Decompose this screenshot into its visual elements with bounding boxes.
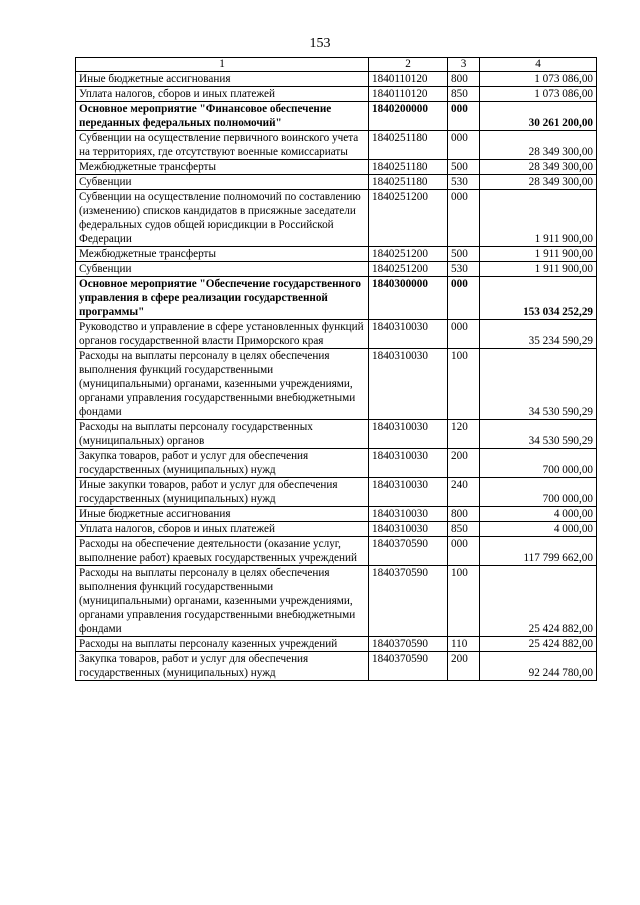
row-code-cell: 1840251180 (369, 160, 448, 175)
table-row (76, 420, 597, 449)
row-name-cell: Закупка товаров, работ и услуг для обеспечения государственных (муниципальных) нужд (76, 652, 369, 681)
row-amount-cell: 4 000,00 (480, 522, 597, 537)
row-code-cell: 1840251180 (369, 131, 448, 160)
row-code-cell: 1840310030 (369, 320, 448, 349)
row-amount-cell: 4 000,00 (480, 507, 597, 522)
table-row (76, 131, 597, 160)
row-amount-cell: 1 911 900,00 (480, 190, 597, 247)
table-row (76, 478, 597, 507)
row-amount-cell: 28 349 300,00 (480, 131, 597, 160)
row-type-cell: 000 (448, 190, 480, 247)
row-name-cell: Субвенции (76, 175, 369, 190)
table-row (76, 160, 597, 175)
row-code-cell: 1840310030 (369, 507, 448, 522)
row-type-cell: 100 (448, 566, 480, 637)
row-code-cell: 1840310030 (369, 349, 448, 420)
row-type-cell: 120 (448, 420, 480, 449)
row-name-cell: Иные бюджетные ассигнования (76, 72, 369, 87)
row-name-cell: Закупка товаров, работ и услуг для обеспечения государственных (муниципальных) нужд (76, 449, 369, 478)
row-amount-cell: 1 073 086,00 (480, 87, 597, 102)
table-row (76, 566, 597, 637)
row-type-cell: 000 (448, 537, 480, 566)
table-row (76, 522, 597, 537)
row-amount-cell: 700 000,00 (480, 449, 597, 478)
row-type-cell: 000 (448, 102, 480, 131)
row-code-cell: 1840200000 (369, 102, 448, 131)
row-type-cell: 100 (448, 349, 480, 420)
table-row (76, 247, 597, 262)
row-type-cell: 800 (448, 507, 480, 522)
table-row (76, 652, 597, 681)
row-code-cell: 1840370590 (369, 537, 448, 566)
row-type-cell: 000 (448, 320, 480, 349)
table-row (76, 262, 597, 277)
table-row (76, 537, 597, 566)
row-name-cell: Межбюджетные трансферты (76, 247, 369, 262)
row-amount-cell: 92 244 780,00 (480, 652, 597, 681)
table-row (76, 320, 597, 349)
row-type-cell: 200 (448, 449, 480, 478)
row-amount-cell: 28 349 300,00 (480, 160, 597, 175)
row-code-cell: 1840370590 (369, 652, 448, 681)
row-type-cell: 000 (448, 131, 480, 160)
row-amount-cell: 700 000,00 (480, 478, 597, 507)
row-amount-cell: 30 261 200,00 (480, 102, 597, 131)
row-code-cell: 1840110120 (369, 87, 448, 102)
row-name-cell: Уплата налогов, сборов и иных платежей (76, 522, 369, 537)
row-amount-cell: 25 424 882,00 (480, 637, 597, 652)
row-name-cell: Основное мероприятие "Обеспечение государственного управления в сфере реализации государственной программы" (76, 277, 369, 320)
row-type-cell: 000 (448, 277, 480, 320)
header-cell: 4 (480, 58, 597, 72)
row-type-cell: 240 (448, 478, 480, 507)
row-name-cell: Межбюджетные трансферты (76, 160, 369, 175)
row-amount-cell: 1 073 086,00 (480, 72, 597, 87)
row-name-cell: Руководство и управление в сфере установленных функций органов государственной власти Приморского края (76, 320, 369, 349)
row-code-cell: 1840251200 (369, 190, 448, 247)
table-row (76, 102, 597, 131)
row-code-cell: 1840251200 (369, 247, 448, 262)
table-row (76, 449, 597, 478)
header-row (76, 58, 597, 72)
row-type-cell: 530 (448, 175, 480, 190)
row-name-cell: Иные бюджетные ассигнования (76, 507, 369, 522)
row-code-cell: 1840310030 (369, 420, 448, 449)
row-amount-cell: 1 911 900,00 (480, 262, 597, 277)
row-name-cell: Расходы на выплаты персоналу казенных учреждений (76, 637, 369, 652)
header-cell: 2 (369, 58, 448, 72)
row-code-cell: 1840251180 (369, 175, 448, 190)
row-name-cell: Расходы на выплаты персоналу в целях обеспечения выполнения функций государственными (муниципальными) органами, казенными учреждениями, органами управления государственными внебюджетными фондами (76, 566, 369, 637)
row-code-cell: 1840251200 (369, 262, 448, 277)
row-name-cell: Субвенции на осуществление первичного воинского учета на территориях, где отсутствуют военные комиссариаты (76, 131, 369, 160)
row-name-cell: Основное мероприятие "Финансовое обеспечение переданных федеральных полномочий" (76, 102, 369, 131)
row-name-cell: Иные закупки товаров, работ и услуг для обеспечения государственных (муниципальных) нужд (76, 478, 369, 507)
row-name-cell: Расходы на выплаты персоналу государственных (муниципальных) органов (76, 420, 369, 449)
budget-table (75, 57, 597, 681)
header-cell: 1 (76, 58, 369, 72)
table-row (76, 637, 597, 652)
row-type-cell: 800 (448, 72, 480, 87)
table-row (76, 190, 597, 247)
table-row (76, 175, 597, 190)
row-amount-cell: 34 530 590,29 (480, 349, 597, 420)
table-row (76, 507, 597, 522)
row-type-cell: 530 (448, 262, 480, 277)
row-name-cell: Уплата налогов, сборов и иных платежей (76, 87, 369, 102)
row-name-cell: Субвенции на осуществление полномочий по составлению (изменению) списков кандидатов в присяжные заседатели федеральных судов общей юрисдикции в Российской Федерации (76, 190, 369, 247)
row-amount-cell: 1 911 900,00 (480, 247, 597, 262)
row-amount-cell: 28 349 300,00 (480, 175, 597, 190)
table-row (76, 87, 597, 102)
row-type-cell: 500 (448, 247, 480, 262)
row-code-cell: 1840300000 (369, 277, 448, 320)
row-amount-cell: 153 034 252,29 (480, 277, 597, 320)
row-type-cell: 500 (448, 160, 480, 175)
row-type-cell: 850 (448, 87, 480, 102)
table-row (76, 72, 597, 87)
row-code-cell: 1840370590 (369, 566, 448, 637)
row-code-cell: 1840310030 (369, 478, 448, 507)
row-amount-cell: 25 424 882,00 (480, 566, 597, 637)
row-code-cell: 1840370590 (369, 637, 448, 652)
row-type-cell: 850 (448, 522, 480, 537)
row-name-cell: Расходы на обеспечение деятельности (оказание услуг, выполнение работ) краевых государственных учреждений (76, 537, 369, 566)
row-amount-cell: 117 799 662,00 (480, 537, 597, 566)
row-amount-cell: 34 530 590,29 (480, 420, 597, 449)
row-code-cell: 1840310030 (369, 449, 448, 478)
row-code-cell: 1840310030 (369, 522, 448, 537)
table-row (76, 349, 597, 420)
row-name-cell: Субвенции (76, 262, 369, 277)
row-type-cell: 110 (448, 637, 480, 652)
row-amount-cell: 35 234 590,29 (480, 320, 597, 349)
row-code-cell: 1840110120 (369, 72, 448, 87)
page-number: 153 (309, 36, 331, 51)
row-name-cell: Расходы на выплаты персоналу в целях обеспечения выполнения функций государственными (муниципальными) органами, казенными учреждениями, органами управления государственными внебюджетными фондами (76, 349, 369, 420)
header-cell: 3 (448, 58, 480, 72)
row-type-cell: 200 (448, 652, 480, 681)
table-row (76, 277, 597, 320)
